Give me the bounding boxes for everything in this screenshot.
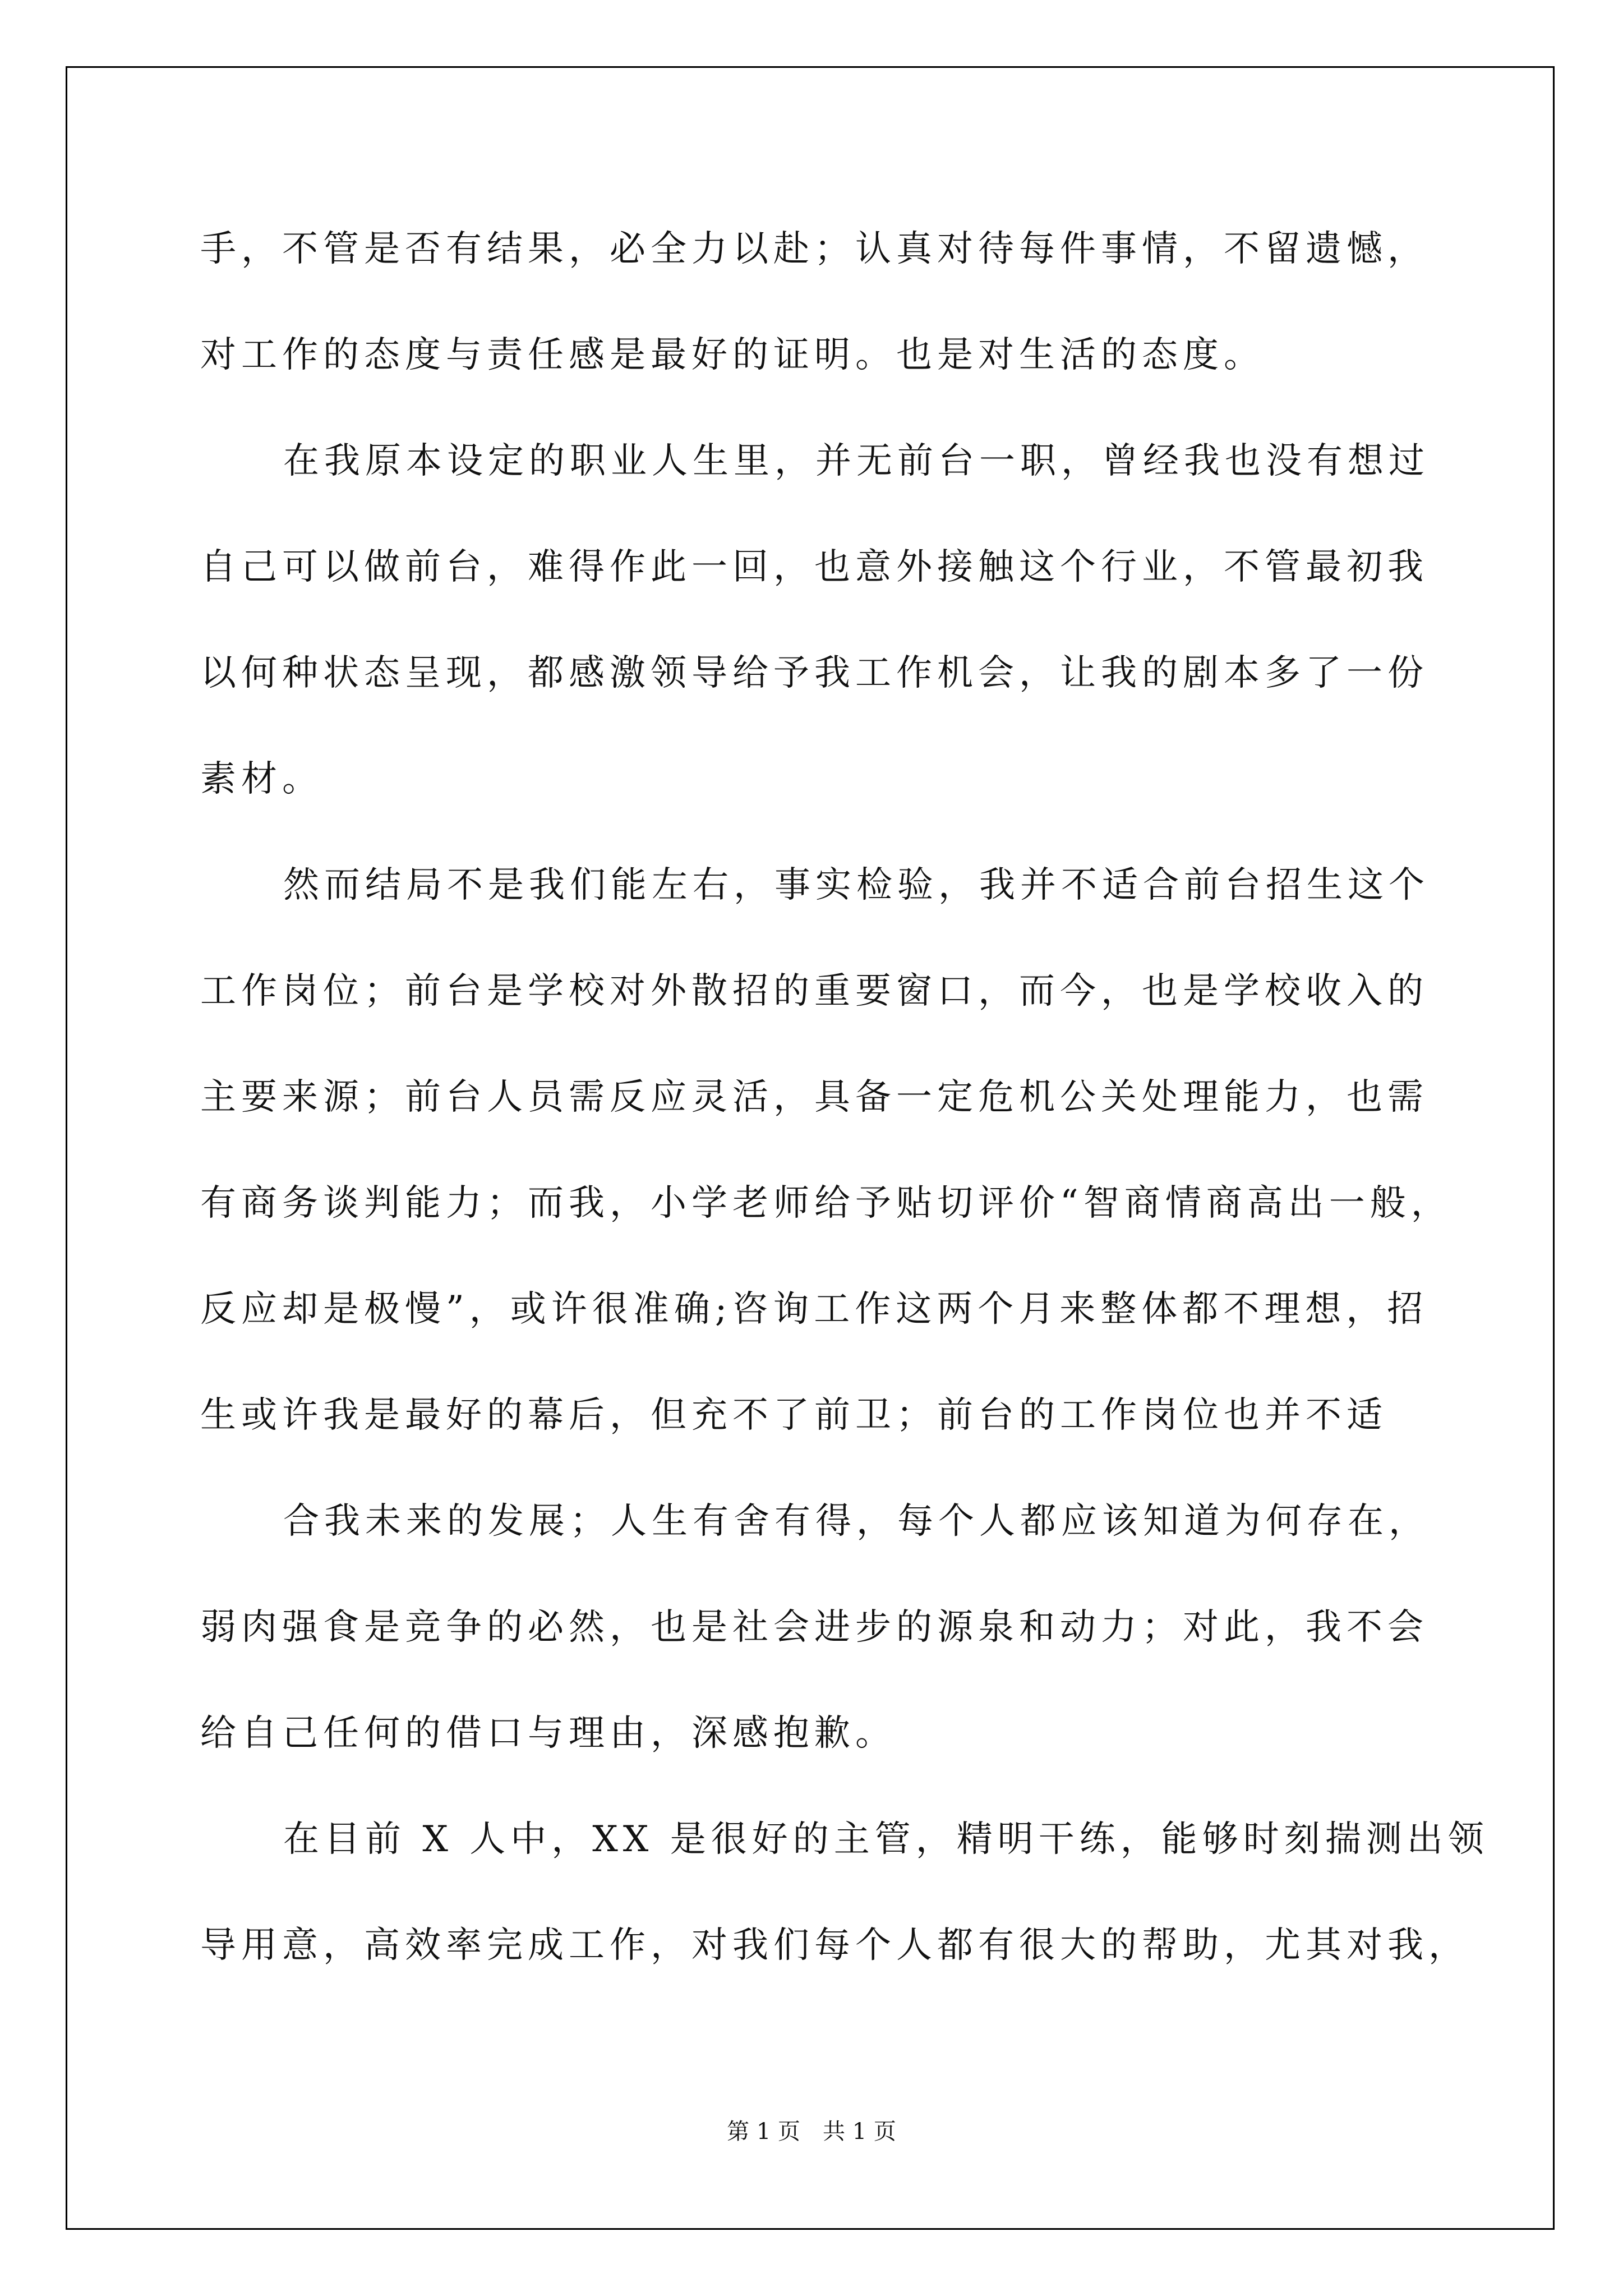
page-footer	[0, 2115, 1623, 2148]
text-line: 有商务谈判能力；而我，小学老师给予贴切评价“智商情商高出一般，	[200, 1182, 1452, 1224]
text-line: 手，不管是否有结果，必全力以赴；认真对待每件事情，不留遗憾，	[200, 228, 1428, 270]
page-number-label: 第 1 页	[727, 2119, 800, 2145]
text-line: 工作岗位；前台是学校对外散招的重要窗口，而今，也是学校收入的	[200, 970, 1428, 1012]
text-line: 导用意，高效率完成工作，对我们每个人都有很大的帮助，尤其对我，	[200, 1925, 1469, 1966]
text-line: 主要来源；前台人员需反应灵活，具备一定危机公关处理能力，也需	[200, 1076, 1428, 1118]
text-line: 对工作的态度与责任感是最好的证明。也是对生活的态度。	[200, 334, 1265, 376]
text-line: 反应却是极慢”，或许很准确;咨询工作这两个月来整体都不理想，招	[200, 1289, 1428, 1330]
text-line: 自己可以做前台，难得作此一回，也意外接触这个行业，不管最初我	[200, 546, 1428, 588]
document-body	[200, 196, 1489, 1999]
text-line: 合我未来的发展；人生有舍有得，每个人都应该知道为何存在，	[283, 1501, 1430, 1542]
text-line: 在我原本设定的职业人生里，并无前台一职，曾经我也没有想过	[283, 440, 1430, 482]
text-line: 弱肉强食是竞争的必然，也是社会进步的源泉和动力；对此，我不会	[200, 1607, 1428, 1648]
text-line: 在目前 X 人中，XX 是很好的主管，精明干练，能够时刻揣测出领	[283, 1819, 1489, 1860]
text-line: 给自己任何的借口与理由，深感抱歉。	[200, 1713, 896, 1754]
text-line: 以何种状态呈现，都感激领导给予我工作机会，让我的剧本多了一份	[200, 652, 1428, 694]
total-pages-label: 共 1 页	[823, 2119, 896, 2145]
text-line: 然而结局不是我们能左右，事实检验，我并不适合前台招生这个	[283, 864, 1430, 906]
text-line: 生或许我是最好的幕后，但充不了前卫；前台的工作岗位也并不适	[200, 1395, 1387, 1436]
text-line: 素材。	[200, 758, 323, 800]
